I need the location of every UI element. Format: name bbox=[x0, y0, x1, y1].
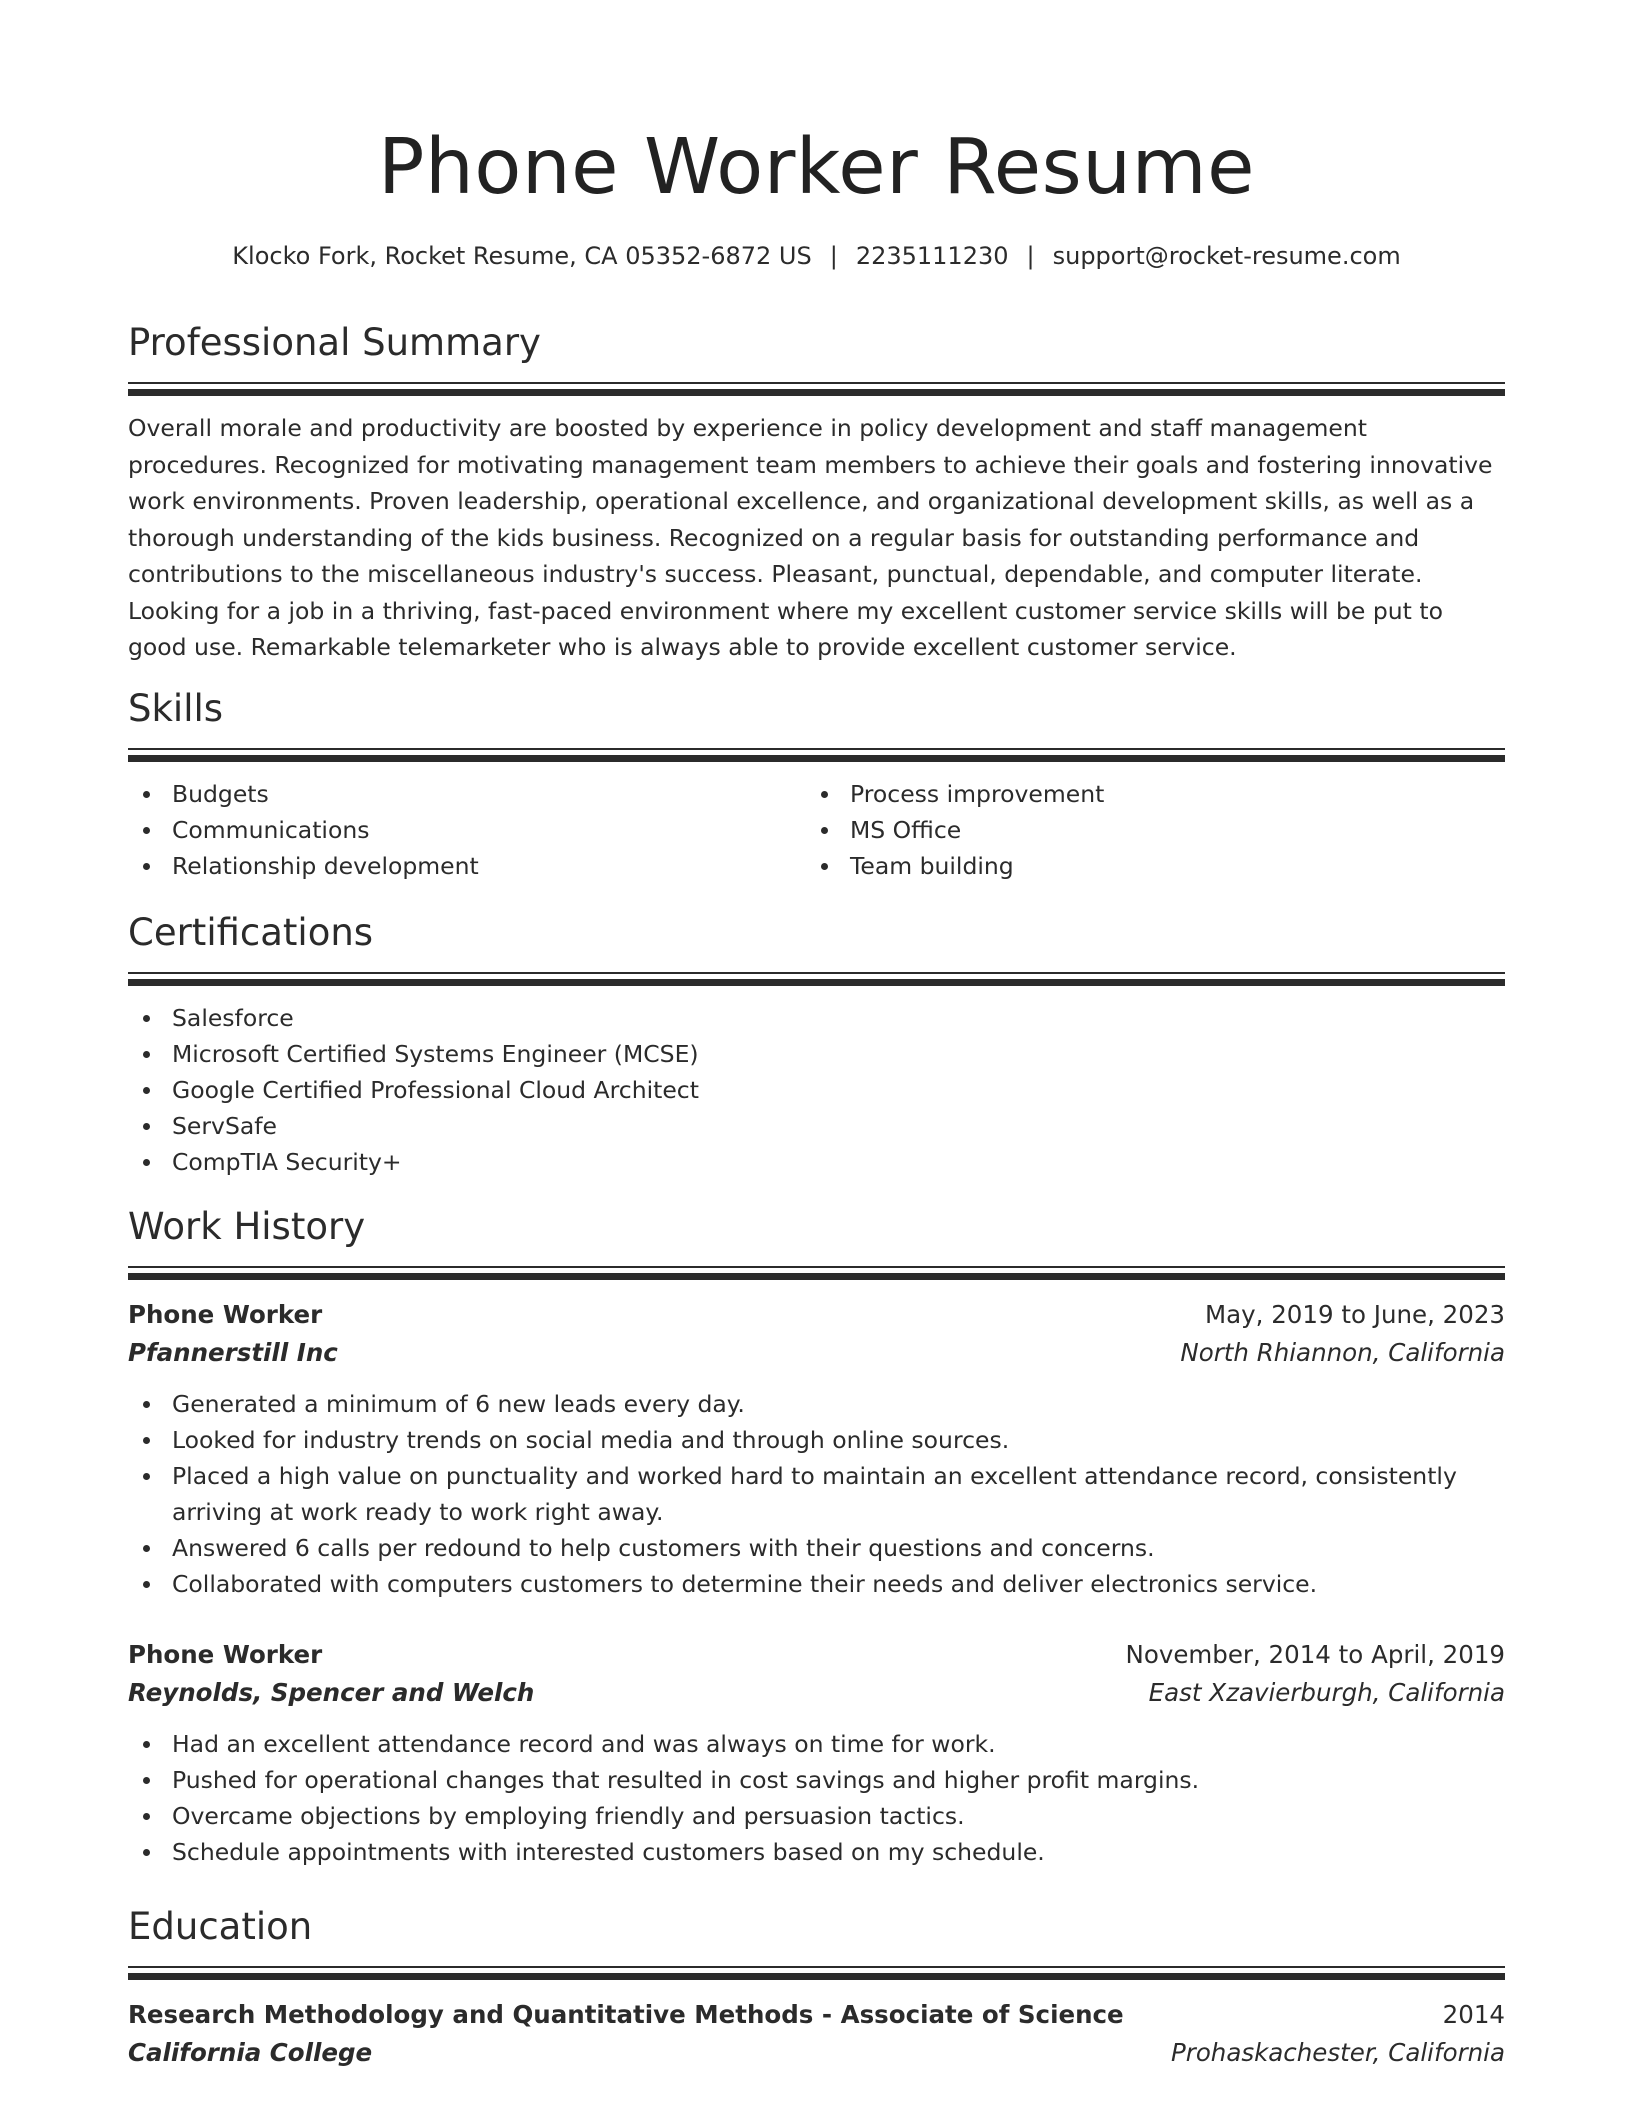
education-header bbox=[128, 1996, 1505, 2034]
list-item: Looked for industry trends on social media and through online sources. bbox=[128, 1422, 1505, 1458]
education-entry bbox=[128, 1996, 1505, 2072]
separator: | bbox=[829, 242, 838, 270]
section-rule bbox=[128, 972, 1505, 986]
job-entry bbox=[128, 1636, 1505, 1870]
list-item: MS Office bbox=[806, 812, 1484, 848]
job-header bbox=[128, 1636, 1505, 1674]
job-header bbox=[128, 1296, 1505, 1334]
education-subheader bbox=[128, 2034, 1505, 2072]
list-item: Schedule appointments with interested customers based on my schedule. bbox=[128, 1834, 1505, 1870]
list-item: Placed a high value on punctuality and worked hard to maintain an excellent attendance record, consistently arriving at work ready to work right away. bbox=[128, 1458, 1505, 1530]
list-item: Generated a minimum of 6 new leads every day. bbox=[128, 1386, 1505, 1422]
list-item: Communications bbox=[128, 812, 806, 848]
company-name: Reynolds, Spencer and Welch bbox=[128, 1678, 535, 1707]
certifications-section bbox=[128, 908, 1505, 1180]
school-location: Prohaskachester, California bbox=[1170, 2038, 1505, 2067]
job-location: East Xzavierburgh, California bbox=[1148, 1678, 1505, 1707]
company-name: Pfannerstill Inc bbox=[128, 1338, 338, 1367]
education-section bbox=[128, 1902, 1505, 2072]
job-duties bbox=[128, 1386, 1505, 1602]
list-item: Collaborated with computers customers to determine their needs and deliver electronics service. bbox=[128, 1566, 1505, 1602]
contact-line bbox=[128, 238, 1505, 274]
certifications-list bbox=[128, 1000, 1505, 1180]
list-item: Google Certified Professional Cloud Architect bbox=[128, 1072, 1505, 1108]
list-item: Microsoft Certified Systems Engineer (MCSE) bbox=[128, 1036, 1505, 1072]
list-item: Process improvement bbox=[806, 776, 1484, 812]
list-item: Team building bbox=[806, 848, 1484, 884]
section-rule bbox=[128, 1266, 1505, 1280]
job-entry bbox=[128, 1296, 1505, 1602]
skills-section bbox=[128, 684, 1505, 884]
section-heading: Professional Summary bbox=[128, 321, 541, 364]
section-heading: Education bbox=[128, 1905, 313, 1948]
list-item: Pushed for operational changes that resulted in cost savings and higher profit margins. bbox=[128, 1762, 1505, 1798]
job-duties bbox=[128, 1726, 1505, 1870]
summary-section bbox=[128, 318, 1505, 666]
separator: | bbox=[1026, 242, 1035, 270]
skills-columns bbox=[128, 762, 1505, 884]
list-item: Answered 6 calls per redound to help customers with their questions and concerns. bbox=[128, 1530, 1505, 1566]
email-link[interactable]: support@rocket-resume.com bbox=[1052, 242, 1401, 270]
graduation-year: 2014 bbox=[1442, 2000, 1505, 2029]
section-heading: Certifications bbox=[128, 911, 374, 954]
job-location: North Rhiannon, California bbox=[1180, 1338, 1505, 1367]
job-dates: May, 2019 to June, 2023 bbox=[1204, 1300, 1505, 1329]
phone: 2235111230 bbox=[855, 242, 1009, 270]
section-rule bbox=[128, 1966, 1505, 1980]
address: Klocko Fork, Rocket Resume, CA 05352-6872 US bbox=[232, 242, 812, 270]
section-rule bbox=[128, 748, 1505, 762]
section-rule bbox=[128, 382, 1505, 396]
list-item: Salesforce bbox=[128, 1000, 1505, 1036]
list-item: ServSafe bbox=[128, 1108, 1505, 1144]
work-history-section bbox=[128, 1202, 1505, 1870]
list-item: CompTIA Security+ bbox=[128, 1144, 1505, 1180]
page-title: Phone Worker Resume bbox=[378, 123, 1255, 212]
list-item: Had an excellent attendance record and was always on time for work. bbox=[128, 1726, 1505, 1762]
section-heading: Work History bbox=[128, 1205, 366, 1248]
skills-list-right bbox=[806, 776, 1484, 884]
summary-text: Overall morale and productivity are boosted by experience in policy development and staff management procedures. Recognized for motivating management team members to achieve their goals and fostering innovative work environments. Proven leadership, operational excellence, and organizational development skills, as well as a thorough understanding of the kids business. Recognized on a regular basis for outstanding performance and contributions to the miscellaneous industry's success. Pleasant, punctual, dependable, and computer literate. Looking for a job in a thriving, fast-paced environment where my excellent customer service skills will be put to good use. Remarkable telemarketer who is always able to provide excellent customer service. bbox=[128, 414, 1493, 661]
degree: Research Methodology and Quantitative Methods - Associate of Science bbox=[128, 2000, 1124, 2029]
section-heading: Skills bbox=[128, 687, 224, 730]
job-dates: November, 2014 to April, 2019 bbox=[1125, 1640, 1505, 1669]
job-subheader bbox=[128, 1674, 1505, 1712]
school-name: California College bbox=[128, 2038, 373, 2067]
job-title: Phone Worker bbox=[128, 1300, 323, 1329]
list-item: Relationship development bbox=[128, 848, 806, 884]
job-title: Phone Worker bbox=[128, 1640, 323, 1669]
list-item: Budgets bbox=[128, 776, 806, 812]
list-item: Overcame objections by employing friendly and persuasion tactics. bbox=[128, 1798, 1505, 1834]
job-subheader bbox=[128, 1334, 1505, 1372]
skills-list-left bbox=[128, 776, 806, 884]
